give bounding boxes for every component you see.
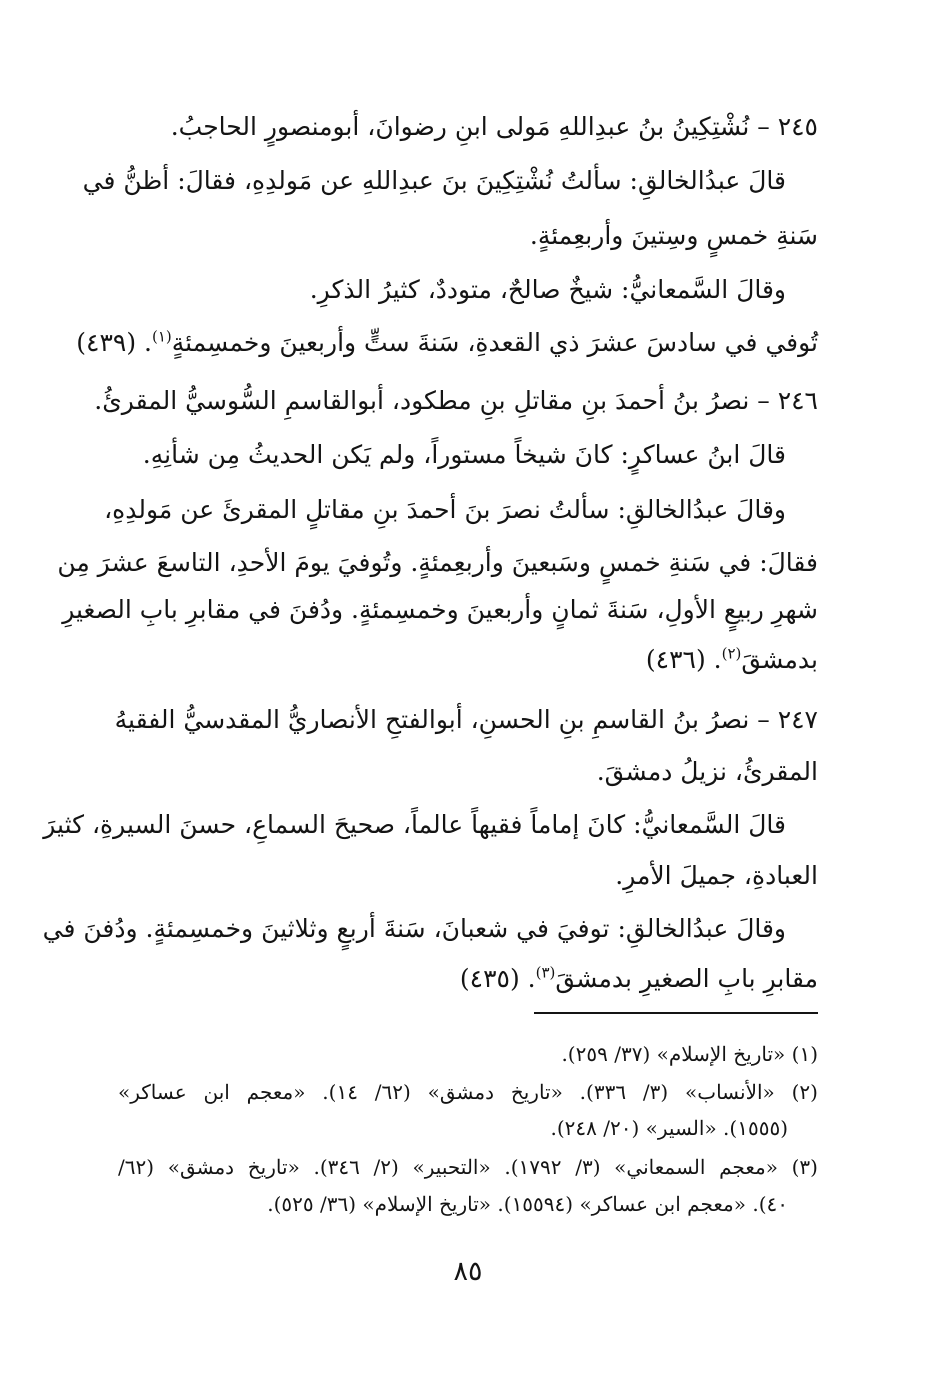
entry-246-line-2: وقالَ عبدُالخالقِ: سألتُ نصرَ بنَ أحمدَ بنِ مقاتلٍ المقرئَ عن مَولدِهِ، bbox=[104, 495, 786, 524]
entry-247-line-2: العبادةِ، جميلَ الأمرِ. bbox=[615, 861, 818, 890]
footnote-3-line-2: ٤٠). «معجم ابن عساكر» (١٥٥٩٤). «تاريخ الإسلام» (٣٦/ ٥٢٥). bbox=[267, 1192, 788, 1216]
footnote-separator bbox=[534, 1012, 818, 1014]
entry-245-line-1: قالَ عبدُالخالقِ: سألتُ نُشْتِكِينَ بنَ عبدِاللهِ عن مَولدِهِ، فقالَ: أظنُّ في bbox=[82, 166, 786, 195]
entry-245-line-4-text: تُوفي في سادسَ عشرَ ذي القعدةِ، سَنةَ ستٍّ وأربعينَ وخمسِمئةٍ bbox=[171, 328, 818, 357]
entry-247-ref-number: . (٤٣٥) bbox=[459, 964, 536, 993]
entry-246-heading: ٢٤٦ – نصرُ بنُ أحمدَ بنِ مقاتلِ بنِ مطكود، أبوالقاسمِ السُّوسيُّ المقرئُ. bbox=[94, 386, 818, 415]
footnote-1: (١) «تاريخ الإسلام» (٣٧/ ٢٥٩). bbox=[561, 1042, 818, 1066]
entry-246-line-3: فقالَ: في سَنةِ خمسٍ وسَبعينَ وأربعِمئةٍ. وتُوفيَ يومَ الأحدِ، التاسعَ عشرَ مِن bbox=[57, 548, 818, 577]
entry-246-line-1: قالَ ابنُ عساكرٍ: كانَ شيخاً مستوراً، ولم يَكن الحديثُ مِن شأنِهِ. bbox=[142, 440, 786, 469]
footnote-ref-1: (١) bbox=[152, 327, 172, 346]
entry-245-heading: ٢٤٥ – نُشْتِكِينُ بنُ عبدِاللهِ مَولى ابنِ رضوانَ، أبومنصورٍ الحاجبُ. bbox=[170, 112, 818, 141]
entry-246-ref-number: . (٤٣٦) bbox=[645, 645, 722, 674]
footnote-2-line-1: (٢) «الأنساب» (٣/ ٣٣٦). «تاريخ دمشق» (٦٢/ ١٤). «معجم ابن عساكر» bbox=[118, 1080, 818, 1104]
footnote-ref-2: (٢) bbox=[721, 644, 742, 663]
footnote-3-line-1: (٣) «معجم السمعاني» (٣/ ١٧٩٢). «التحبير» (٢/ ٣٤٦). «تاريخ دمشق» (٦٢/ bbox=[118, 1155, 818, 1179]
entry-247-heading-line-2: المقرئُ، نزيلُ دمشقَ. bbox=[596, 757, 818, 786]
entry-247-line-3: وقالَ عبدُالخالقِ: توفيَ في شعبانَ، سَنةَ أربعٍ وثلاثينَ وخمسِمئةٍ. ودُفنَ في bbox=[42, 914, 786, 943]
entry-247-line-1: قالَ السَّمعانيُّ: كانَ إماماً فقيهاً عالماً، صحيحَ السماعِ، حسنَ السيرةِ، كثيرَ bbox=[43, 810, 786, 839]
entry-247-line-4 bbox=[118, 962, 818, 996]
entry-247-line-4-text: مقابرِ بابِ الصغيرِ بدمشقَ bbox=[555, 964, 818, 993]
entry-246-line-4: شهرِ ربيعٍ الأولِ، سَنةَ ثمانٍ وأربعينَ وخمسِمئةٍ. ودُفنَ في مقابرِ بابِ الصغيرِ bbox=[62, 595, 818, 624]
footnote-2-line-2: (١٥٥٥). «السير» (٢٠/ ٢٤٨). bbox=[550, 1116, 788, 1140]
entry-245-line-2: سَنةِ خمسٍ وسِتينَ وأربعِمئةٍ. bbox=[529, 221, 818, 250]
footnote-ref-3: (٣) bbox=[535, 963, 556, 982]
entry-246-line-5-text: بدمشقَ bbox=[741, 645, 818, 674]
entry-247-heading-line-1: ٢٤٧ – نصرُ بنُ القاسمِ بنِ الحسنِ، أبوالفتحِ الأنصاريُّ المقدسيُّ الفقيهُ bbox=[114, 705, 818, 734]
entry-246-line-5 bbox=[118, 643, 818, 677]
entry-245-ref-number: . (٤٣٩) bbox=[76, 328, 152, 357]
page-number: ٨٥ bbox=[453, 1256, 483, 1287]
entry-245-line-3: وقالَ السَّمعانيُّ: شيخٌ صالحٌ، متوددٌ، كثيرُ الذكرِ. bbox=[309, 275, 786, 304]
entry-245-line-4 bbox=[76, 326, 818, 360]
